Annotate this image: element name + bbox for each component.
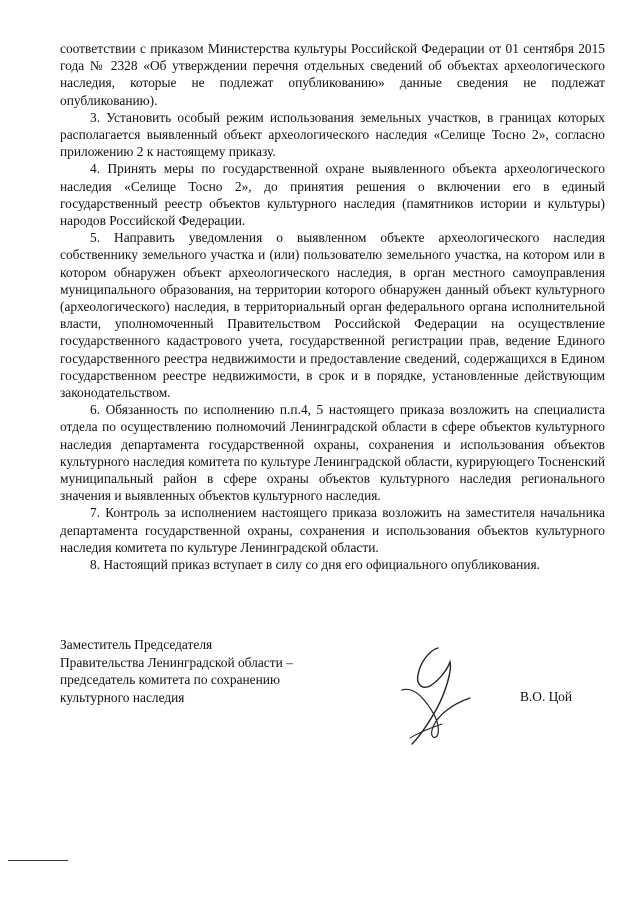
footer-divider — [8, 860, 68, 861]
signatory-title-line: Правительства Ленинградской области – — [60, 654, 293, 670]
signatory-name: В.О. Цой — [520, 689, 572, 704]
paragraph-continuation: соответствии с приказом Министерства культуры Российской Федерации от 01 сентября 2015 года № 2328 «Об утверждении перечня отдельных сведений об объектах археологического наследия, которые не подлежат опубликованию» данные сведения не подлежат опубликованию). — [60, 41, 605, 108]
handwritten-signature — [390, 640, 500, 750]
paragraph-item-4: 4. Принять меры по государственной охране выявленного объекта археологического наследия «Селище Тосно 2», до принятия решения о включении его в единый государственный реестр объектов культурного наследия (памятников истории и культуры) народов Российской Федерации. — [60, 161, 605, 229]
signatory-title-line: Заместитель Председателя — [60, 637, 213, 652]
signatory-title-line: культурного наследия — [60, 689, 185, 705]
paragraph-item-8: 8. Настоящий приказ вступает в силу со дня его официального опубликования. — [90, 557, 540, 573]
paragraph-item-5: 5. Направить уведомления о выявленном объекте археологического наследия собственнику земельного участка и (или) пользователю земельного участка, на котором или в котором обнаружен объект археологического наследия, в орган местного самоуправления муниципального образования, на территории которого обнаружен данный объект культурного (археологического) наследия, в территориальный орган федерального органа исполнительной власти, уполномоченный Правительством Российской Федерации на осуществление государственного кадастрового учета, государственной регистрации прав, ведение Единого государственного реестра недвижимости и предоставление сведений, содержащихся в Едином государственном реестре недвижимости, в срок и в порядке, установленные действующим законодательством. — [60, 230, 605, 401]
paragraph-item-3: 3. Установить особый режим использования земельных участков, в границах которых располагается выявленный объект археологического наследия «Селище Тосно 2», согласно приложению 2 к настоящему приказу. — [60, 109, 605, 160]
signatory-title — [60, 636, 293, 706]
signatory-title-line: председатель комитета по сохранению — [60, 672, 280, 687]
document-body — [60, 40, 605, 573]
paragraph-item-6: 6. Обязанность по исполнению п.п.4, 5 настоящего приказа возложить на специалиста отдела по осуществлению полномочий Ленинградской области в сфере объектов культурного наследия департамента государственной охраны, сохранения и использования объектов культурного наследия комитета по культуре Ленинградской области, курирующего Тосненский муниципальный район в сфере охраны объектов культурного наследия регионального значения и выявленных объектов культурного наследия. — [60, 402, 605, 504]
paragraph-item-7: 7. Контроль за исполнением настоящего приказа возложить на заместителя начальника департамента государственной охраны, сохранения и использования объектов культурного наследия комитета по культуре Ленинградской области. — [60, 505, 605, 555]
